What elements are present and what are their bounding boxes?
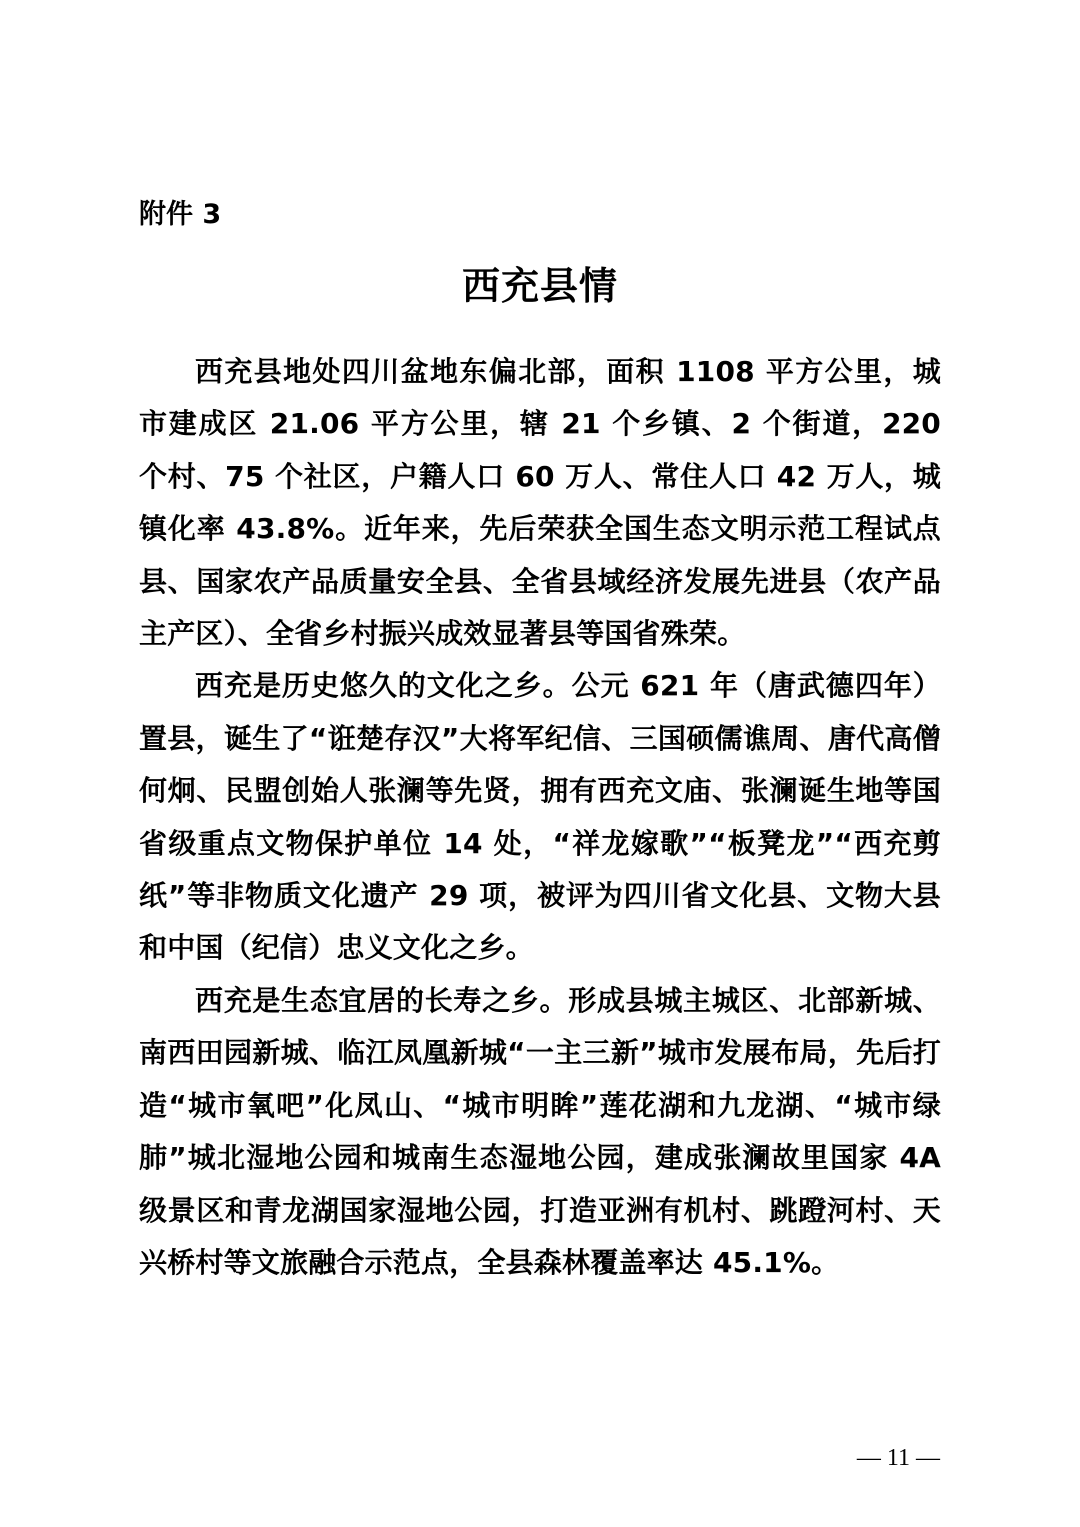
paragraph-culture: 西充是历史悠久的文化之乡。公元 621 年（唐武德四年）置县，诞生了“诳楚存汉”大将军纪信、三国硕儒谯周、唐代高僧何炯、民盟创始人张澜等先贤，拥有西充文庙、张澜诞生地等国省级重点文物保护单位 14 处，“祥龙嫁歌”“板凳龙”“西充剪纸”等非物质文化遗产 29 项，被评为四川省文化县、文物大县和中国（纪信）忠义文化之乡。	[139, 669, 941, 965]
attachment-label: 附件 3	[139, 199, 222, 230]
document-body	[139, 346, 941, 1289]
paragraph-overview: 西充县地处四川盆地东偏北部，面积 1108 平方公里，城市建成区 21.06 平方公里，辖 21 个乡镇、2 个街道，220 个村、75 个社区，户籍人口 60 万人、常住人口 42 万人，城镇化率 43.8%。近年来，先后荣获全国生态文明示范工程试点县、国家农产品质量安全县、全省县域经济发展先进县（农产品主产区）、全省乡村振兴成效显著县等国省殊荣。	[139, 355, 941, 651]
page-number: — 11 —	[856, 1445, 940, 1471]
document-title: 西充县情	[461, 264, 618, 309]
paragraph-ecology: 西充是生态宜居的长寿之乡。形成县城主城区、北部新城、南西田园新城、临江凤凰新城“一主三新”城市发展布局，先后打造“城市氧吧”化凤山、“城市明眸”莲花湖和九龙湖、“城市绿肺”城北湿地公园和城南生态湿地公园，建成张澜故里国家 4A 级景区和青龙湖国家湿地公园，打造亚洲有机村、跳蹬河村、天兴桥村等文旅融合示范点，全县森林覆盖率达 45.1%。	[139, 983, 941, 1279]
